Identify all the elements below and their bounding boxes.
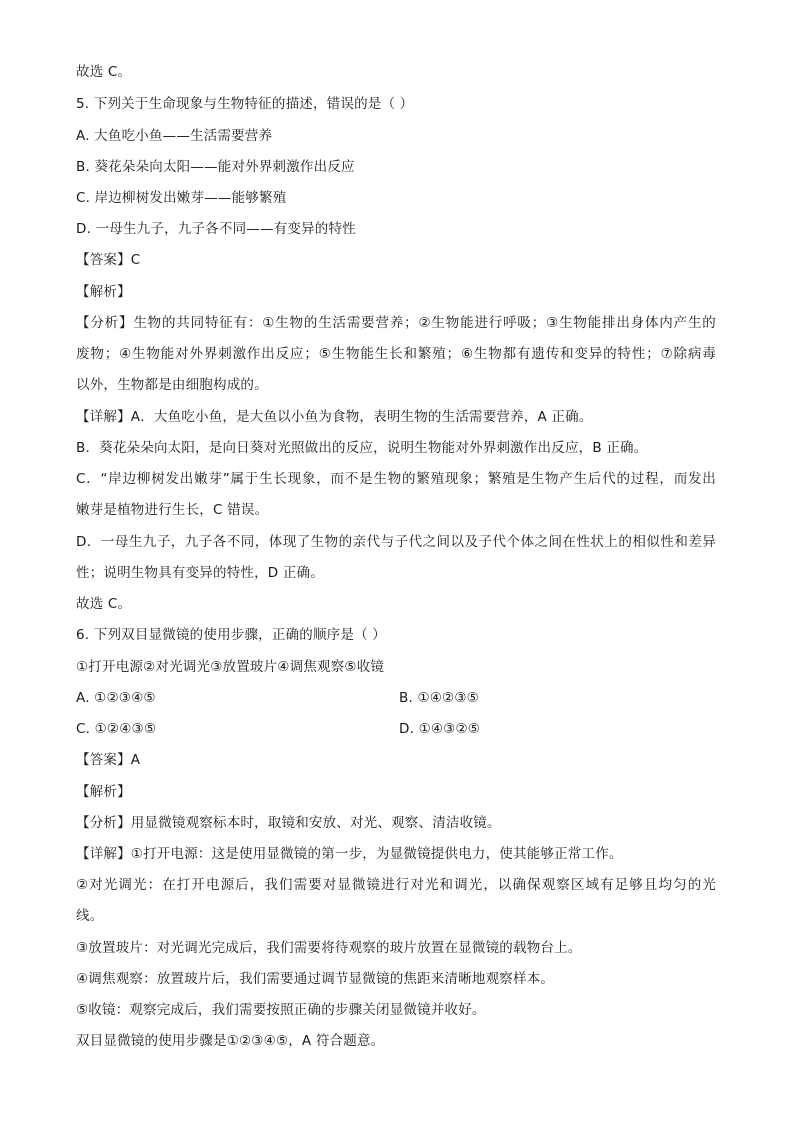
q6-stem: 6. 下列双目显微镜的使用步骤，正确的顺序是（ ）: [76, 627, 386, 643]
q6-steps: ①打开电源②对光调光③放置玻片④调焦观察⑤收镜: [76, 659, 385, 675]
q5-jiexi-heading: 【解析】: [76, 284, 131, 300]
q5-analysis-line: 以外，生物都是由细胞构成的。: [76, 377, 268, 393]
q5-detail-line: D．一母生九子，九子各不同，体现了生物的亲代与子代之间以及子代个体之间在性状上的相似性和差异: [76, 534, 716, 550]
q6-option-d: D. ①④③②⑤: [399, 721, 481, 737]
q5-detail-line: 性；说明生物具有变异的特性，D 正确。: [76, 565, 324, 581]
q5-detail-line: 【详解】A．大鱼吃小鱼，是大鱼以小鱼为食物，表明生物的生活需要营养，A 正确。: [76, 409, 593, 425]
q5-detail-line: 嫩芽是植物进行生长，C 错误。: [76, 502, 269, 518]
q6-detail-line: ②对光调光：在打开电源后，我们需要对显微镜进行对光和调光，以确保观察区域有足够且均匀的光: [76, 877, 716, 893]
q6-detail-line: ③放置玻片：对光调光完成后，我们需要将待观察的玻片放置在显微镜的载物台上。: [76, 940, 582, 956]
q6-analysis: 【分析】用显微镜观察标本时，取镜和安放、对光、观察、清洁收镜。: [76, 815, 501, 831]
q5-option-b: B. 葵花朵朵向太阳——能对外界刺激作出反应: [76, 159, 355, 175]
q6-answer: 【答案】A: [76, 752, 141, 768]
q6-option-c: C. ①②④③⑤: [76, 721, 157, 737]
q6-jiexi-heading: 【解析】: [76, 784, 131, 800]
q5-conclusion: 故选 C。: [76, 596, 132, 612]
q5-detail-line: B．葵花朵朵向太阳，是向日葵对光照做出的反应，说明生物能对外界刺激作出反应，B 正确。: [76, 440, 648, 456]
q6-detail-line: ⑤收镜：观察完成后，我们需要按照正确的步骤关闭显微镜并收好。: [76, 1002, 486, 1018]
q5-option-c: C. 岸边柳树发出嫩芽——能够繁殖: [76, 190, 287, 206]
q5-analysis-line: 【分析】生物的共同特征有：①生物的生活需要营养；②生物能进行呼吸；③生物能排出身体内产生的: [76, 315, 716, 331]
q5-answer: 【答案】C: [76, 252, 141, 268]
q5-stem: 5. 下列关于生命现象与生物特征的描述，错误的是（ ）: [76, 96, 414, 112]
q6-option-b: B. ①④②③⑤: [399, 690, 479, 706]
prev-conclusion: 故选 C。: [76, 64, 132, 80]
q6-detail-line: 线。: [76, 908, 104, 924]
q6-option-a: A. ①②③④⑤: [76, 690, 156, 706]
q5-option-a: A. 大鱼吃小鱼——生活需要营养: [76, 128, 273, 144]
q6-detail-line: ④调焦观察：放置玻片后，我们需要通过调节显微镜的焦距来清晰地观察样本。: [76, 971, 555, 987]
q5-analysis-line: 废物；④生物能对外界刺激作出反应；⑤生物能生长和繁殖；⑥生物都有遗传和变异的特性；⑦除病毒: [76, 346, 716, 362]
q5-detail-line: C．“岸边柳树发出嫩芽”属于生长现象，而不是生物的繁殖现象；繁殖是生物产生后代的过程，而发出: [76, 471, 716, 487]
q6-conclusion: 双目显微镜的使用步骤是①②③④⑤，A 符合题意。: [76, 1033, 385, 1049]
q5-option-d: D. 一母生九子，九子各不同——有变异的特性: [76, 221, 356, 237]
q6-detail-line: 【详解】①打开电源：这是使用显微镜的第一步，为显微镜提供电力，使其能够正常工作。: [76, 846, 623, 862]
